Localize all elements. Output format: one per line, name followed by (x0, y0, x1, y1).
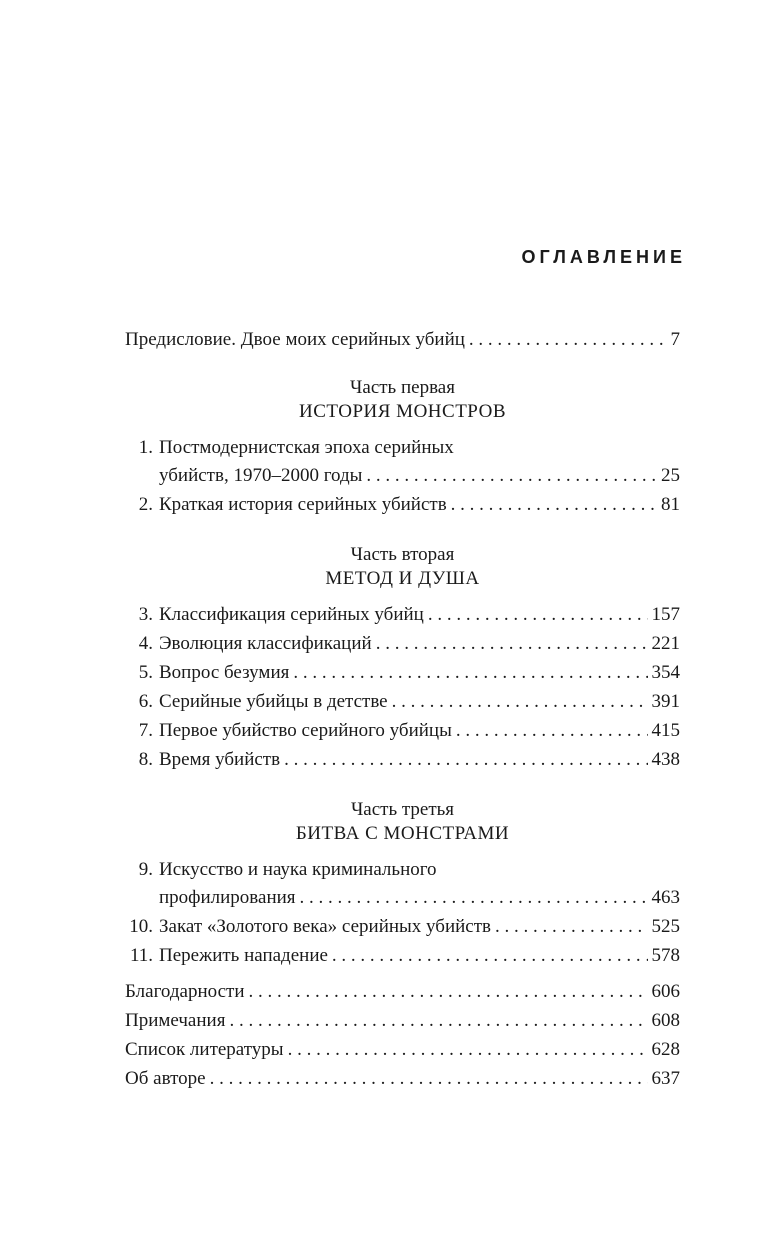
chapter-number: 7. (138, 720, 153, 741)
entry-page: 25 (661, 465, 680, 486)
entry-page: 81 (661, 494, 680, 515)
chapter-number: 3. (138, 604, 153, 625)
chapter-number: 6. (138, 691, 153, 712)
entry-page: 608 (651, 1010, 680, 1031)
dot-leader (300, 884, 648, 912)
dot-leader (376, 630, 648, 658)
dot-leader (456, 717, 648, 745)
part-title: ИСТОРИЯ МОНСТРОВ (299, 401, 506, 422)
dot-leader (392, 688, 648, 716)
part-label: Часть третья (350, 799, 455, 820)
toc-entry-chapter-1-cont[interactable] (125, 462, 680, 490)
toc-entry-chapter-8[interactable] (125, 746, 680, 774)
toc-entry-notes[interactable] (125, 1007, 680, 1035)
toc-entry-bibliography[interactable] (125, 1036, 680, 1064)
toc-entry-chapter-5[interactable] (125, 659, 680, 687)
toc-entry-chapter-3[interactable] (125, 601, 680, 629)
part-label: Часть вторая (350, 544, 455, 565)
entry-page: 525 (651, 916, 680, 937)
chapter-number: 10. (129, 916, 153, 937)
toc-entry-chapter-2[interactable] (125, 491, 680, 519)
part-title: БИТВА С МОНСТРАМИ (295, 823, 510, 844)
chapter-number: 2. (138, 494, 153, 515)
entry-page: 157 (651, 604, 680, 625)
chapter-number: 4. (138, 633, 153, 654)
entry-title: убийств, 1970–2000 годы (159, 465, 363, 486)
toc-entry-chapter-11[interactable] (125, 942, 680, 970)
toc-entry-preface[interactable] (125, 326, 680, 354)
entry-title-line1: Постмодернистская эпоха серийных (159, 437, 454, 458)
entry-page: 463 (651, 887, 680, 908)
entry-title-line1: Искусство и наука криминального (159, 859, 437, 880)
entry-title: профилирования (159, 887, 296, 908)
entry-title: Предисловие. Двое моих серийных убийц (125, 329, 465, 350)
chapter-number: 1. (138, 437, 153, 458)
entry-title: Вопрос безумия (159, 662, 290, 683)
entry-page: 606 (651, 981, 680, 1002)
dot-leader (451, 491, 657, 519)
chapter-number: 5. (138, 662, 153, 683)
entry-page: 391 (651, 691, 680, 712)
dot-leader (332, 942, 648, 970)
entry-page: 415 (651, 720, 680, 741)
toc-entry-chapter-4[interactable] (125, 630, 680, 658)
entry-title: Классификация серийных убийц (159, 604, 424, 625)
dot-leader (249, 978, 648, 1006)
entry-title: Первое убийство серийного убийцы (159, 720, 452, 741)
entry-title: Благодарности (125, 981, 245, 1002)
chapter-number: 8. (138, 749, 153, 770)
entry-page: 438 (651, 749, 680, 770)
entry-page: 578 (651, 945, 680, 966)
entry-title: Закат «Золотого века» серийных убийств (159, 916, 492, 937)
part-title: МЕТОД И ДУША (325, 568, 480, 589)
part-label: Часть первая (350, 377, 455, 398)
toc-entry-about-author[interactable] (125, 1065, 680, 1093)
entry-title: Примечания (125, 1010, 226, 1031)
toc-entry-chapter-7[interactable] (125, 717, 680, 745)
entry-title: Эволюция классификаций (159, 633, 372, 654)
entry-page: 637 (651, 1068, 680, 1089)
toc-entry-acknowledgements[interactable] (125, 978, 680, 1006)
dot-leader (469, 326, 667, 354)
chapter-number: 11. (129, 945, 153, 966)
entry-page: 628 (651, 1039, 680, 1060)
toc-entry-chapter-9-cont[interactable] (125, 884, 680, 912)
toc-entry-chapter-9[interactable] (125, 856, 680, 884)
chapter-number: 9. (138, 859, 153, 880)
entry-title: Об авторе (125, 1068, 206, 1089)
entry-title: Время убийств (159, 749, 281, 770)
entry-title: Серийные убийцы в детстве (159, 691, 388, 712)
entry-page: 7 (670, 329, 680, 350)
entry-title: Краткая история серийных убийств (159, 494, 447, 515)
entry-title: Список литературы (125, 1039, 284, 1060)
toc-entry-chapter-1[interactable] (125, 434, 680, 462)
dot-leader (288, 1036, 648, 1064)
dot-leader (428, 601, 648, 629)
toc-entry-chapter-10[interactable] (125, 913, 680, 941)
dot-leader (495, 913, 647, 941)
dot-leader (210, 1065, 648, 1093)
dot-leader (229, 1007, 647, 1035)
entry-page: 221 (651, 633, 680, 654)
entry-title: Пережить нападение (159, 945, 328, 966)
dot-leader (293, 659, 647, 687)
dot-leader (284, 746, 647, 774)
page-title: ОГЛАВЛЕНИЕ (521, 247, 686, 267)
dot-leader (366, 462, 657, 490)
entry-page: 354 (651, 662, 680, 683)
toc-entry-chapter-6[interactable] (125, 688, 680, 716)
